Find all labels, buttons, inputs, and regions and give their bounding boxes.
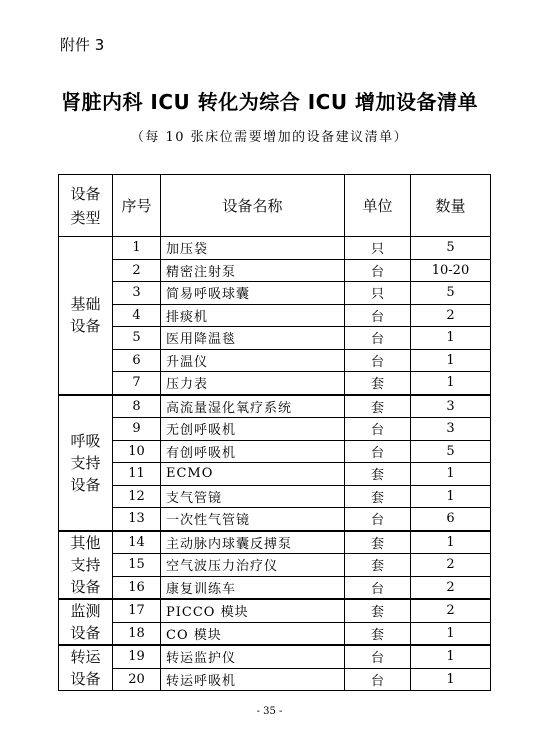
qty-cell: 5: [411, 440, 491, 463]
name-cell: 支气管镜: [161, 485, 345, 508]
unit-cell: 套: [345, 531, 411, 554]
qty-cell: 6: [411, 508, 491, 531]
unit-cell: 台: [345, 259, 411, 282]
name-cell: 主动脉内球囊反搏泵: [161, 531, 345, 554]
table-body: [59, 237, 491, 691]
category-label: 基础设备: [70, 295, 101, 336]
qty-cell: 2: [411, 554, 491, 577]
table-row: [59, 622, 491, 645]
document-subtitle: （每 10 张床位需要增加的设备建议清单）: [130, 130, 409, 145]
name-cell: 一次性气管镜: [161, 508, 345, 531]
unit-cell: 套: [345, 599, 411, 622]
qty-cell: 1: [411, 622, 491, 645]
table-row: [59, 576, 491, 599]
seq-cell: 13: [113, 508, 161, 531]
equipment-table: [58, 174, 491, 691]
table-row: [59, 508, 491, 531]
seq-cell: 2: [113, 259, 161, 282]
unit-cell: 台: [345, 508, 411, 531]
category-cell: [59, 237, 113, 395]
qty-cell: 2: [411, 599, 491, 622]
qty-cell: 2: [411, 304, 491, 327]
table-row: [59, 418, 491, 441]
table-row: [59, 327, 491, 350]
unit-cell: 套: [345, 463, 411, 486]
qty-cell: 1: [411, 327, 491, 350]
seq-cell: 11: [113, 463, 161, 486]
qty-cell: 1: [411, 531, 491, 554]
qty-cell: 1: [411, 372, 491, 395]
name-cell: PICCO 模块: [161, 599, 345, 622]
name-cell: 转运呼吸机: [161, 668, 345, 691]
seq-cell: 20: [113, 668, 161, 691]
qty-cell: 1: [411, 463, 491, 486]
table-row: [59, 645, 491, 668]
table-row: [59, 282, 491, 305]
category-cell: [59, 645, 113, 691]
name-cell: 升温仪: [161, 349, 345, 372]
name-cell: 转运监护仪: [161, 645, 345, 668]
category-label: 监测设备: [70, 602, 101, 642]
table-row: [59, 531, 491, 554]
header-category: [59, 175, 113, 237]
seq-cell: 4: [113, 304, 161, 327]
name-cell: 排痰机: [161, 304, 345, 327]
qty-cell: 2: [411, 576, 491, 599]
header-seq: 序号: [113, 175, 161, 237]
table-row: [59, 304, 491, 327]
name-cell: 康复训练车: [161, 576, 345, 599]
seq-cell: 10: [113, 440, 161, 463]
table-row: [59, 463, 491, 486]
category-cell: [59, 531, 113, 600]
qty-cell: 10-20: [411, 259, 491, 282]
unit-cell: 台: [345, 304, 411, 327]
unit-cell: 台: [345, 440, 411, 463]
table-row: [59, 668, 491, 691]
seq-cell: 3: [113, 282, 161, 305]
name-cell: 高流量湿化氧疗系统: [161, 395, 345, 418]
category-cell: [59, 395, 113, 531]
table-row: [59, 237, 491, 260]
unit-cell: 套: [345, 395, 411, 418]
unit-cell: 只: [345, 237, 411, 260]
seq-cell: 19: [113, 645, 161, 668]
table-row: [59, 599, 491, 622]
table-row: [59, 440, 491, 463]
unit-cell: 套: [345, 485, 411, 508]
table-row: [59, 485, 491, 508]
name-cell: 无创呼吸机: [161, 418, 345, 441]
seq-cell: 8: [113, 395, 161, 418]
unit-cell: 套: [345, 372, 411, 395]
table-row: [59, 372, 491, 395]
qty-cell: 1: [411, 668, 491, 691]
attachment-label: 附件 3: [60, 36, 105, 54]
unit-cell: 台: [345, 327, 411, 350]
seq-cell: 17: [113, 599, 161, 622]
header-qty: 数量: [411, 175, 491, 237]
seq-cell: 12: [113, 485, 161, 508]
name-cell: 精密注射泵: [161, 259, 345, 282]
category-label: 呼吸支持设备: [70, 431, 101, 494]
seq-cell: 18: [113, 622, 161, 645]
unit-cell: 套: [345, 554, 411, 577]
unit-cell: 台: [345, 576, 411, 599]
name-cell: CO 模块: [161, 622, 345, 645]
category-label: 其他支持设备: [70, 533, 101, 596]
seq-cell: 14: [113, 531, 161, 554]
qty-cell: 5: [411, 282, 491, 305]
table-row: [59, 395, 491, 418]
header-name: 设备名称: [161, 175, 345, 237]
qty-cell: 1: [411, 349, 491, 372]
qty-cell: 3: [411, 395, 491, 418]
qty-cell: 1: [411, 645, 491, 668]
header-category-text: 设备类型: [70, 184, 101, 227]
qty-cell: 3: [411, 418, 491, 441]
table-header-row: [59, 175, 491, 237]
header-unit: 单位: [345, 175, 411, 237]
seq-cell: 7: [113, 372, 161, 395]
name-cell: 简易呼吸球囊: [161, 282, 345, 305]
table-row: [59, 349, 491, 372]
category-label: 转运设备: [70, 648, 101, 688]
table-row: [59, 554, 491, 577]
name-cell: 空气波压力治疗仪: [161, 554, 345, 577]
unit-cell: 台: [345, 349, 411, 372]
unit-cell: 台: [345, 645, 411, 668]
unit-cell: 套: [345, 622, 411, 645]
qty-cell: 5: [411, 237, 491, 260]
seq-cell: 9: [113, 418, 161, 441]
table-row: [59, 259, 491, 282]
page-number: - 35 -: [256, 706, 283, 717]
category-cell: [59, 599, 113, 645]
seq-cell: 6: [113, 349, 161, 372]
unit-cell: 只: [345, 282, 411, 305]
seq-cell: 16: [113, 576, 161, 599]
qty-cell: 1: [411, 485, 491, 508]
name-cell: 加压袋: [161, 237, 345, 260]
name-cell: ECMO: [161, 463, 345, 486]
document-title: 肾脏内科 ICU 转化为综合 ICU 增加设备清单: [60, 90, 479, 114]
seq-cell: 5: [113, 327, 161, 350]
unit-cell: 台: [345, 668, 411, 691]
name-cell: 医用降温毯: [161, 327, 345, 350]
seq-cell: 15: [113, 554, 161, 577]
name-cell: 有创呼吸机: [161, 440, 345, 463]
name-cell: 压力表: [161, 372, 345, 395]
unit-cell: 台: [345, 418, 411, 441]
seq-cell: 1: [113, 237, 161, 260]
